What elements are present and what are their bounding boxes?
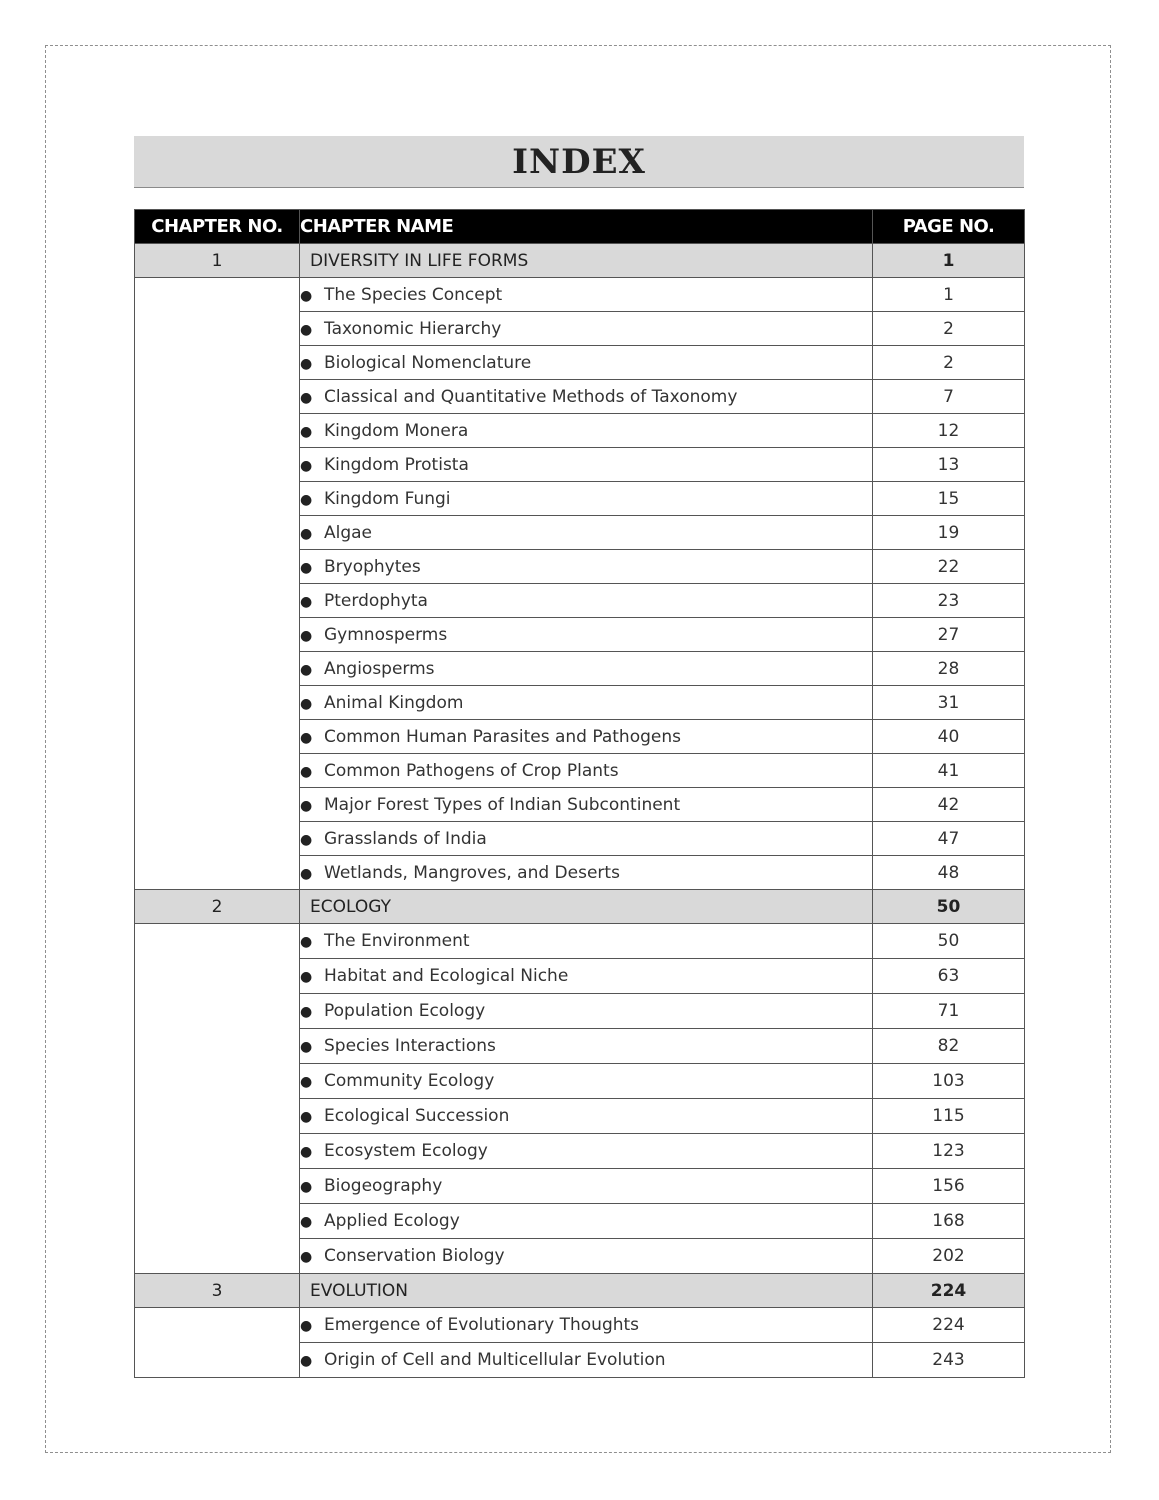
- bullet-icon: ●: [300, 763, 313, 780]
- topic-page: 243: [873, 1343, 1025, 1378]
- chapter-number: 1: [135, 244, 300, 278]
- topic-name: Bryophytes: [324, 556, 421, 577]
- topic-row: [135, 278, 1025, 312]
- topic-name: Grasslands of India: [324, 828, 487, 849]
- index-table: [134, 209, 1025, 1378]
- topic-page: 28: [873, 652, 1025, 686]
- bullet-icon: ●: [300, 389, 313, 406]
- bullet-icon: ●: [300, 423, 313, 440]
- chapter-number-empty-cell: [135, 1308, 300, 1378]
- topic-page: 224: [873, 1308, 1025, 1343]
- topic-page: 15: [873, 482, 1025, 516]
- topic-page: 50: [873, 924, 1025, 959]
- topic-page: 41: [873, 754, 1025, 788]
- topic-name: Habitat and Ecological Niche: [324, 966, 569, 986]
- bullet-icon: ●: [300, 559, 313, 576]
- topic-page: 13: [873, 448, 1025, 482]
- topic-name: Emergence of Evolutionary Thoughts: [324, 1315, 640, 1335]
- topic-row: [135, 1308, 1025, 1343]
- topic-name: Taxonomic Hierarchy: [324, 318, 502, 339]
- topic-cell: [300, 312, 873, 346]
- topic-name: The Environment: [324, 931, 470, 951]
- topic-cell: [300, 1064, 873, 1099]
- topic-cell: [300, 652, 873, 686]
- topic-name: Applied Ecology: [324, 1211, 460, 1231]
- bullet-icon: ●: [300, 593, 313, 610]
- topic-page: 42: [873, 788, 1025, 822]
- chapter-page: 50: [873, 890, 1025, 924]
- topic-page: 156: [873, 1169, 1025, 1204]
- topic-page: 71: [873, 994, 1025, 1029]
- index-body: [135, 244, 1025, 1378]
- chapter-name: EVOLUTION: [300, 1274, 873, 1308]
- topic-cell: [300, 346, 873, 380]
- topic-cell: [300, 1308, 873, 1343]
- topic-page: 202: [873, 1239, 1025, 1274]
- topic-name: Kingdom Protista: [324, 454, 469, 475]
- topic-cell: [300, 550, 873, 584]
- topic-name: Species Interactions: [324, 1036, 496, 1056]
- topic-name: Biogeography: [324, 1176, 443, 1196]
- topic-name: Algae: [324, 522, 373, 543]
- topic-cell: [300, 1343, 873, 1378]
- topic-name: Ecological Succession: [324, 1106, 510, 1126]
- page-title: INDEX: [512, 141, 646, 182]
- chapter-row: [135, 1274, 1025, 1308]
- topic-page: 2: [873, 346, 1025, 380]
- bullet-icon: ●: [300, 1039, 313, 1055]
- header-page-no: PAGE NO.: [873, 210, 1025, 244]
- topic-cell: [300, 618, 873, 652]
- topic-name: Biological Nomenclature: [324, 352, 532, 373]
- topic-cell: [300, 1239, 873, 1274]
- topic-name: Classical and Quantitative Methods of Taxonomy: [324, 386, 738, 407]
- bullet-icon: ●: [300, 934, 313, 950]
- topic-name: Wetlands, Mangroves, and Deserts: [324, 862, 620, 883]
- topic-name: Origin of Cell and Multicellular Evolution: [324, 1350, 666, 1370]
- chapter-page: 1: [873, 244, 1025, 278]
- bullet-icon: ●: [300, 457, 313, 474]
- bullet-icon: ●: [300, 491, 313, 508]
- bullet-icon: ●: [300, 695, 313, 712]
- bullet-icon: ●: [300, 1318, 313, 1334]
- topic-cell: [300, 380, 873, 414]
- bullet-icon: ●: [300, 1074, 313, 1090]
- chapter-name: DIVERSITY IN LIFE FORMS: [300, 244, 873, 278]
- chapter-row: [135, 890, 1025, 924]
- topic-cell: [300, 1169, 873, 1204]
- header-chapter-name: CHAPTER NAME: [300, 210, 873, 244]
- bullet-icon: ●: [300, 969, 313, 985]
- header-chapter-no: CHAPTER NO.: [135, 210, 300, 244]
- bullet-icon: ●: [300, 831, 313, 848]
- topic-cell: [300, 822, 873, 856]
- title-bar: [134, 136, 1024, 188]
- topic-page: 168: [873, 1204, 1025, 1239]
- topic-name: Conservation Biology: [324, 1246, 505, 1266]
- topic-name: Kingdom Fungi: [324, 488, 451, 509]
- topic-cell: [300, 448, 873, 482]
- topic-name: Common Pathogens of Crop Plants: [324, 760, 619, 781]
- bullet-icon: ●: [300, 287, 313, 304]
- topic-page: 7: [873, 380, 1025, 414]
- topic-name: Community Ecology: [324, 1071, 495, 1091]
- topic-cell: [300, 516, 873, 550]
- topic-page: 1: [873, 278, 1025, 312]
- topic-page: 12: [873, 414, 1025, 448]
- topic-cell: [300, 686, 873, 720]
- topic-page: 19: [873, 516, 1025, 550]
- chapter-number-empty-cell: [135, 278, 300, 890]
- topic-page: 123: [873, 1134, 1025, 1169]
- topic-cell: [300, 1029, 873, 1064]
- topic-page: 40: [873, 720, 1025, 754]
- topic-cell: [300, 924, 873, 959]
- topic-cell: [300, 994, 873, 1029]
- chapter-number: 3: [135, 1274, 300, 1308]
- bullet-icon: ●: [300, 1144, 313, 1160]
- bullet-icon: ●: [300, 1179, 313, 1195]
- topic-cell: [300, 720, 873, 754]
- topic-cell: [300, 1134, 873, 1169]
- bullet-icon: ●: [300, 865, 313, 882]
- topic-name: Common Human Parasites and Pathogens: [324, 726, 681, 747]
- topic-name: Angiosperms: [324, 658, 435, 679]
- topic-cell: [300, 414, 873, 448]
- topic-page: 23: [873, 584, 1025, 618]
- chapter-number-empty-cell: [135, 924, 300, 1274]
- topic-cell: [300, 278, 873, 312]
- bullet-icon: ●: [300, 729, 313, 746]
- bullet-icon: ●: [300, 661, 313, 678]
- topic-page: 48: [873, 856, 1025, 890]
- topic-name: Gymnosperms: [324, 624, 448, 645]
- topic-cell: [300, 1099, 873, 1134]
- table-header-row: [135, 210, 1025, 244]
- topic-cell: [300, 482, 873, 516]
- topic-page: 63: [873, 959, 1025, 994]
- bullet-icon: ●: [300, 797, 313, 814]
- topic-name: Animal Kingdom: [324, 692, 464, 713]
- bullet-icon: ●: [300, 525, 313, 542]
- topic-page: 31: [873, 686, 1025, 720]
- topic-name: Kingdom Monera: [324, 420, 469, 441]
- topic-name: The Species Concept: [324, 284, 503, 305]
- topic-page: 22: [873, 550, 1025, 584]
- topic-row: [135, 924, 1025, 959]
- topic-name: Ecosystem Ecology: [324, 1141, 488, 1161]
- topic-cell: [300, 856, 873, 890]
- topic-page: 47: [873, 822, 1025, 856]
- topic-page: 103: [873, 1064, 1025, 1099]
- topic-page: 27: [873, 618, 1025, 652]
- topic-cell: [300, 584, 873, 618]
- topic-name: Pterdophyta: [324, 590, 428, 611]
- chapter-name: ECOLOGY: [300, 890, 873, 924]
- bullet-icon: ●: [300, 1109, 313, 1125]
- chapter-page: 224: [873, 1274, 1025, 1308]
- bullet-icon: ●: [300, 627, 313, 644]
- bullet-icon: ●: [300, 1353, 313, 1369]
- topic-page: 115: [873, 1099, 1025, 1134]
- topic-cell: [300, 754, 873, 788]
- bullet-icon: ●: [300, 1004, 313, 1020]
- topic-name: Major Forest Types of Indian Subcontinent: [324, 794, 681, 815]
- bullet-icon: ●: [300, 1214, 313, 1230]
- chapter-row: [135, 244, 1025, 278]
- topic-cell: [300, 1204, 873, 1239]
- topic-cell: [300, 788, 873, 822]
- topic-page: 2: [873, 312, 1025, 346]
- bullet-icon: ●: [300, 321, 313, 338]
- chapter-number: 2: [135, 890, 300, 924]
- bullet-icon: ●: [300, 355, 313, 372]
- bullet-icon: ●: [300, 1249, 313, 1265]
- topic-cell: [300, 959, 873, 994]
- topic-page: 82: [873, 1029, 1025, 1064]
- topic-name: Population Ecology: [324, 1001, 486, 1021]
